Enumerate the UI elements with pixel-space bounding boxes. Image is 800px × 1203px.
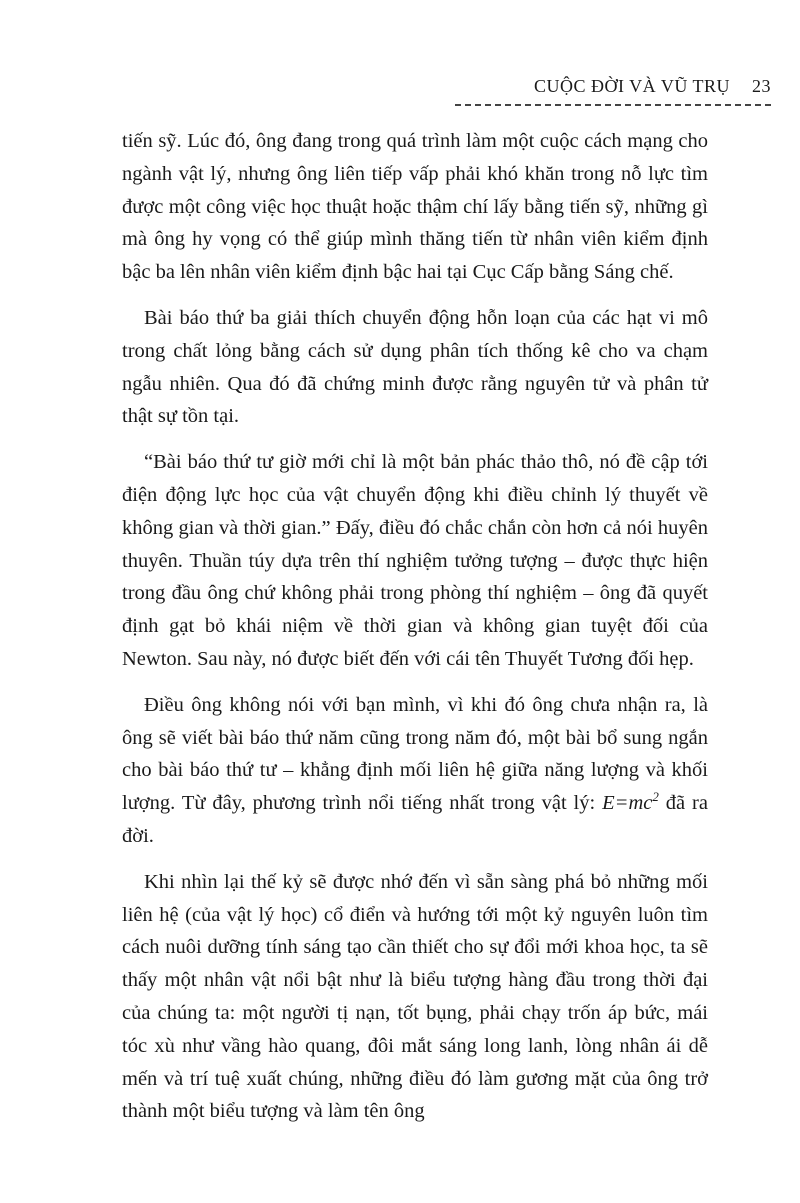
body-text (122, 125, 708, 1128)
paragraph-4 (122, 689, 708, 853)
paragraph-5: Khi nhìn lại thế kỷ sẽ được nhớ đến vì sẵn sàng phá bỏ những mối liên hệ (của vật lý học) cổ điển và hướng tới một kỷ nguyên luôn tìm cách nuôi dưỡng tính sáng tạo cần thiết cho sự đổi mới khoa học, ta sẽ thấy một nhân vật nổi bật như là biểu tượng hàng đầu trong thời đại của chúng ta: một người tị nạn, tốt bụng, phải chạy trốn áp bức, mái tóc xù như vầng hào quang, đôi mắt sáng long lanh, lòng nhân ái dễ mến và trí tuệ xuất chúng, những điều đó làm gương mặt của ông trở thành một biểu tượng và làm tên ông (122, 870, 708, 1123)
header-divider (455, 104, 771, 106)
paragraph-4-text: Điều ông không nói với bạn mình, vì khi đó ông chưa nhận ra, là ông sẽ viết bài báo thứ năm cũng trong năm đó, một bài bổ sung ngắn cho bài báo thứ tư – khẳng định mối liên hệ giữa năng lượng và khối lượng. Từ đây, phương trình nổi tiếng nhất trong vật lý: (122, 693, 708, 815)
page-number: 23 (752, 76, 771, 96)
paragraph-4-end: đã ra đời. (122, 792, 708, 847)
paragraph-1: tiến sỹ. Lúc đó, ông đang trong quá trình làm một cuộc cách mạng cho ngành vật lý, nhưng ông liên tiếp vấp phải khó khăn trong nỗ lực tìm được một công việc học thuật hoặc thậm chí lấy bằng tiến sỹ, những gì mà ông hy vọng có thể giúp mình thăng tiến từ nhân viên kiểm định bậc ba lên nhân viên kiểm định bậc hai tại Cục Cấp bằng Sáng chế. (122, 130, 708, 284)
paragraph-3: “Bài báo thứ tư giờ mới chỉ là một bản phác thảo thô, nó đề cập tới điện động lực học của vật chuyển động khi điều chỉnh lý thuyết về không gian và thời gian.” Đấy, điều đó chắc chắn còn hơn cả nói huyên thuyên. Thuần túy dựa trên thí nghiệm tưởng tượng – được thực hiện trong đầu ông chứ không phải trong phòng thí nghiệm – ông đã quyết định gạt bỏ khái niệm về thời gian và không gian tuyệt đối của Newton. Sau này, nó được biết đến với cái tên Thuyết Tương đối hẹp. (122, 451, 708, 670)
paragraph-2: Bài báo thứ ba giải thích chuyển động hỗn loạn của các hạt vi mô trong chất lỏng bằng cách sử dụng phân tích thống kê cho va chạm ngẫu nhiên. Qua đó đã chứng minh được rằng nguyên tử và phân tử thật sự tồn tại. (122, 306, 708, 428)
chapter-title: CUỘC ĐỜI VÀ VŨ TRỤ (533, 76, 730, 96)
formula-base: E=mc (602, 792, 653, 815)
running-header (455, 76, 771, 102)
formula-exponent: 2 (652, 789, 659, 805)
formula (602, 789, 659, 815)
